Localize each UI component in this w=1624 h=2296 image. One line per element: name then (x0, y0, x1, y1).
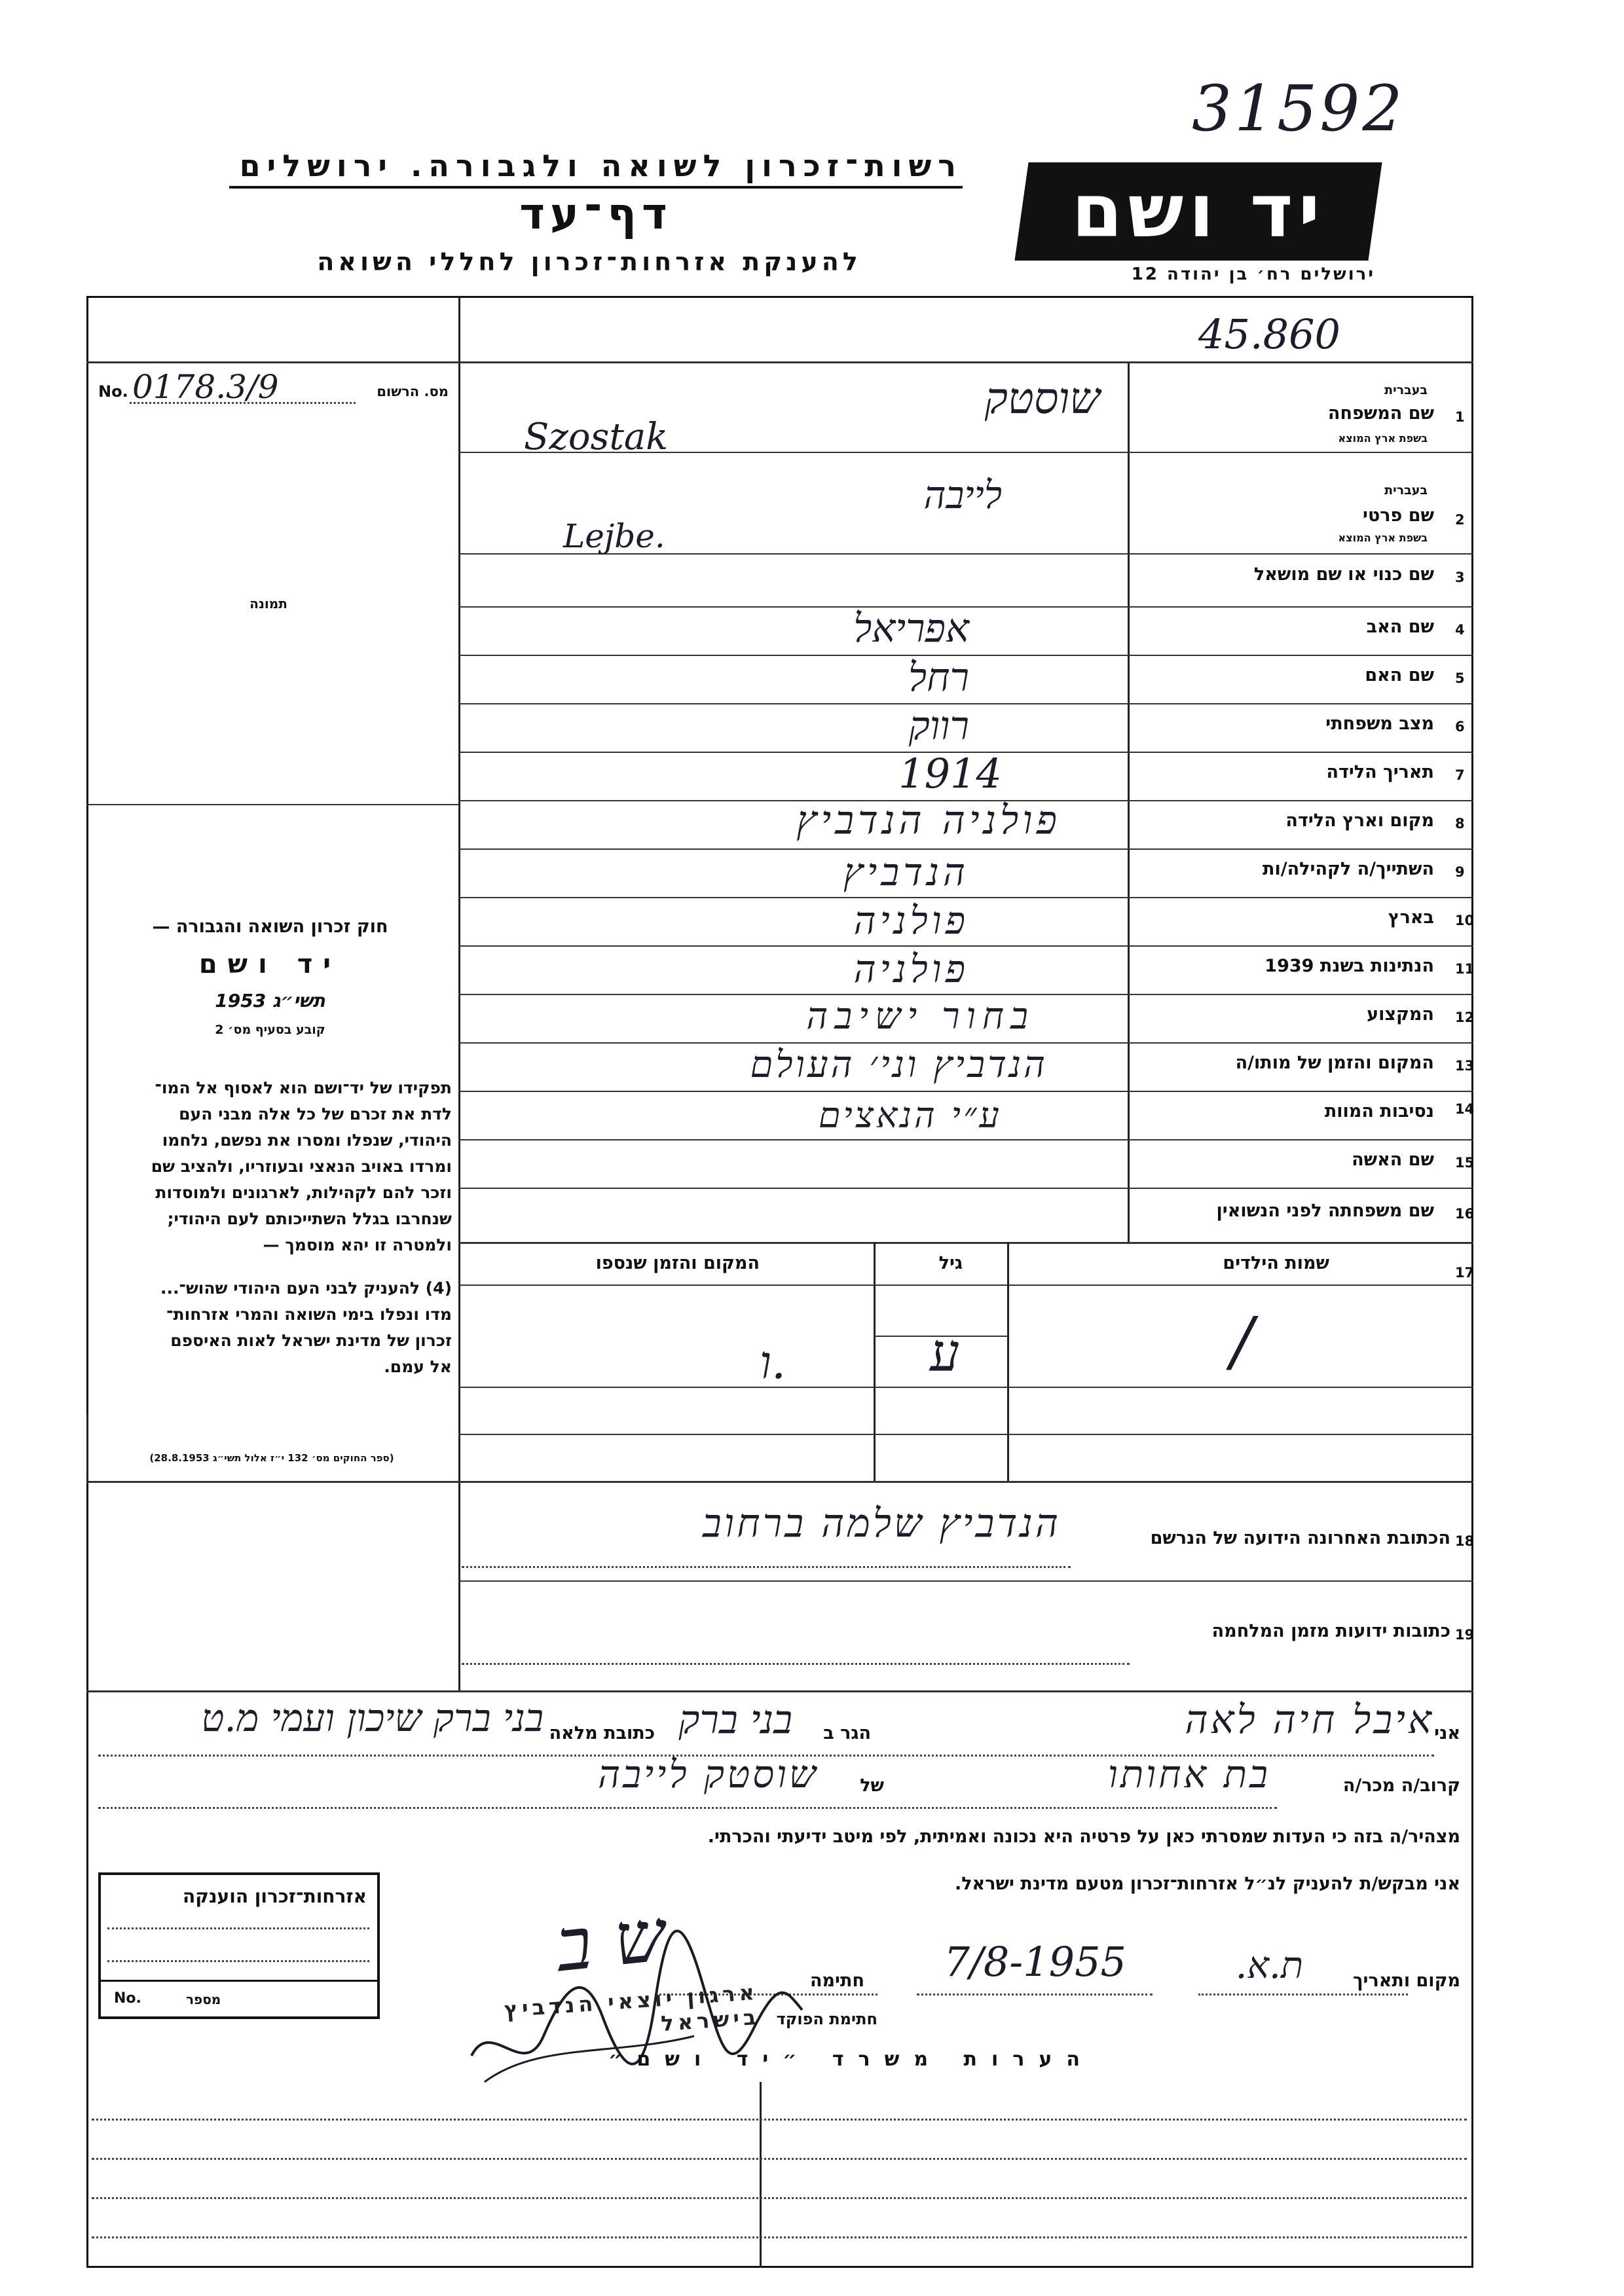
photo-label: תמונה (249, 596, 287, 611)
law-source: (ספר החוקים מס׳ 132 י״ז אלול תשי״ג 28.8.1953) (149, 1452, 394, 1464)
field-label: הכתובת האחרונה הידועה של הנרשם (1150, 1528, 1450, 1548)
field-number: 7 (1455, 767, 1465, 783)
field-number: 12 (1455, 1010, 1475, 1025)
field-number: 1 (1455, 409, 1465, 425)
signature-stroke (471, 1931, 802, 2064)
field-label: המקצוע (1367, 1004, 1434, 1025)
field-label: מקום וארץ הלידה (1285, 811, 1434, 831)
decl-full-address[interactable]: בני ברק שיכון ועמי מ.ט (201, 1696, 544, 1740)
field-value[interactable]: לייבה (923, 473, 1002, 517)
law-line: מדו ונפלו בימי השואה והמרי אזרחות־ (166, 1305, 452, 1324)
field-number: 9 (1455, 864, 1465, 880)
field-number: 6 (1455, 719, 1465, 735)
field-label: המקום והזמן של מותו/ה (1235, 1053, 1434, 1073)
field-number: 15 (1455, 1155, 1475, 1171)
field-value[interactable]: רחל (908, 655, 969, 701)
field-number: 16 (1455, 1206, 1475, 1222)
law-line: וזכר להם לקהילות, לארגונים ולמוסדות (155, 1183, 452, 1202)
col-children-age: גיל (938, 1253, 963, 1273)
field-label: שם המשפחה (1327, 403, 1434, 424)
children-age-mark[interactable]: ע (930, 1322, 960, 1383)
field-number: 14 (1455, 1101, 1475, 1117)
col-children-place: המקום והזמן שנספו (595, 1253, 760, 1273)
date-value[interactable]: 7/8-1955 (944, 1938, 1126, 1986)
reg-no-prefix: No. (98, 382, 128, 401)
field-number: 8 (1455, 816, 1465, 831)
decl-relation[interactable]: בת אחותו (1108, 1752, 1270, 1796)
form-title: דף־עד (519, 189, 673, 239)
field-value[interactable]: שוסטק (984, 373, 1100, 424)
field-number: 5 (1455, 670, 1465, 686)
reg-no-value: 0178.3/9 (132, 368, 279, 406)
law-ref: קובע בסעיף מס׳ 2 (215, 1023, 325, 1037)
field-label: השתייך/ה לקהילה/ות (1263, 859, 1434, 879)
field-number: 3 (1455, 570, 1465, 585)
field-label: הנתינות בשנת 1939 (1264, 956, 1434, 976)
field-number: 19 (1455, 1627, 1475, 1643)
field-value[interactable]: רווק (908, 703, 969, 749)
decl-subject-name[interactable]: שוסטק לייבה (598, 1752, 819, 1796)
field-value[interactable]: הנדביץ (843, 850, 969, 894)
reg-no-label: מס. הרשום (377, 384, 449, 399)
decl-full-address-label: כתובת מלאה (549, 1723, 655, 1743)
field-number: 13 (1455, 1058, 1475, 1074)
declarant-name[interactable]: איבל חיה לאה (1185, 1697, 1434, 1743)
law-line: (4) להעניק לבני העם היהודי שהוש־... (160, 1279, 452, 1298)
decl-of-label: של (860, 1776, 884, 1796)
decl-statement-1: מצהיר/ה בזה כי העדות שמסרתי כאן על פרטיה היא נכונה ואמיתית, לפי מיטב ידיעתי והכרתי. (707, 1827, 1460, 1847)
signature-value[interactable]: ש ב (552, 1893, 670, 1988)
field-sublabel-origin: בשפת ארץ המוצא (1338, 432, 1428, 445)
law-text (98, 1075, 452, 1380)
law-line: זכרון של מדינת ישראל לאות האיספם (170, 1331, 452, 1350)
decl-relative-label: קרוב/ה מכר/ה (1342, 1776, 1460, 1796)
field-value[interactable]: פולניה (853, 898, 969, 943)
field-label: שם האם (1365, 665, 1434, 685)
form-subtitle: להענקת אזרחות־זכרון לחללי השואה (317, 247, 862, 276)
field-label: כתובות ידועות מזמן המלחמה (1211, 1621, 1450, 1641)
signature-label: חתימה (809, 1971, 864, 1991)
children-names-mark[interactable]: / (1231, 1303, 1253, 1379)
children-place-mark[interactable]: ו. (760, 1336, 786, 1389)
law-line: לדת את זכרם של כל אלה מבני העם (179, 1104, 452, 1123)
field-number: 18 (1455, 1533, 1475, 1549)
field-label: שם כנוי או שם מושאל (1253, 564, 1434, 585)
place-date-label: מקום ותאריך (1352, 1971, 1460, 1991)
place-value[interactable]: ת.א. (1235, 1944, 1303, 1987)
law-title: חוק זכרון השואה והגבורה — (152, 917, 388, 937)
field-value[interactable]: הנדביץ שלמה ברחוב (702, 1501, 1061, 1546)
col-children-names: שמות הילדים (1223, 1253, 1329, 1273)
field-value-latin[interactable]: Szostak (524, 416, 669, 458)
field-value[interactable]: 1914 (898, 750, 1002, 797)
field-label: מצב משפחתי (1325, 714, 1434, 734)
field-value[interactable]: פולניה (853, 947, 969, 991)
office-notes-title: הערות משרד ״יד ושם״ (608, 2048, 1094, 2071)
certificate-title: אזרחות־זכרון הוענקה (183, 1886, 367, 1907)
certificate-number-prefix: No. (114, 1990, 141, 2007)
field-label: שם משפחתה לפני הנשואין (1216, 1201, 1434, 1221)
field-sublabel-origin: בשפת ארץ המוצא (1338, 532, 1428, 544)
registration-number (98, 368, 449, 406)
field-number: 4 (1455, 622, 1465, 638)
field-value[interactable]: אפריאל (853, 606, 969, 651)
law-line: אל עמם. (384, 1357, 452, 1376)
field-number: 17 (1455, 1265, 1475, 1281)
authority-title: רשות־זכרון לשואה ולגבורה. ירושלים (229, 148, 963, 189)
law-line: ולמטרה זו יהא מוסמך — (263, 1235, 452, 1254)
field-label: בארץ (1388, 907, 1434, 928)
field-sublabel-hebrew: בעברית (1384, 483, 1428, 498)
decl-resides-label: הגר ב (823, 1723, 871, 1743)
law-line: שנחרבו בגלל השתייכותם לעם היהודי; (167, 1209, 452, 1228)
law-line: היהודי, שנפלו ומסרו את נפשם, נלחמו (162, 1131, 452, 1150)
file-number: 45.860 (1198, 310, 1340, 358)
field-label: שם פרטי (1363, 505, 1434, 526)
field-number: 2 (1455, 512, 1465, 528)
field-value[interactable]: בחור ישיבה (806, 995, 1035, 1038)
field-label: נסיבות המוות (1324, 1101, 1434, 1121)
field-label: תאריך הלידה (1326, 762, 1434, 782)
decl-city[interactable]: בני ברק (678, 1697, 792, 1743)
logo-text: יד ושם (1071, 169, 1325, 254)
field-sublabel-hebrew: בעברית (1384, 383, 1428, 397)
decl-prefix: אני (1434, 1723, 1460, 1743)
field-value[interactable]: ע״י הנאצים (818, 1095, 1002, 1136)
field-value-latin[interactable]: Lejbe. (563, 517, 665, 555)
decl-statement-2: אני מבקש/ת להעניק לנ״ל אזרחות־זכרון מטעם מדינת ישראל. (954, 1874, 1460, 1894)
law-line: ומרדו באויב הנאצי ובעוזריו, ולהציב שם (151, 1157, 452, 1176)
field-number: 11 (1455, 961, 1475, 977)
logo-address: ירושלים רח׳ בן יהודה 12 (1131, 264, 1375, 284)
law-line: תפקידו של יד־ושם הוא לאסוף אל המו־ (155, 1078, 452, 1097)
law-name: יד ושם (198, 949, 342, 979)
officer-signature-label: חתימת הפוקד (776, 2010, 877, 2028)
field-label: שם האשה (1352, 1150, 1434, 1170)
archive-number: 31592 (1192, 72, 1405, 145)
field-value[interactable]: פולניה הנדביץ (796, 797, 1061, 843)
yad-vashem-logo (1014, 162, 1382, 261)
stamp-text: ארגון יוצאי הנדביץ בישראל (503, 1979, 761, 2037)
law-year: תשי״ג 1953 (215, 990, 325, 1011)
certificate-number-label: מספר (186, 1992, 221, 2007)
field-value[interactable]: הנדביץ וני׳ העולם (750, 1044, 1048, 1086)
field-number: 10 (1455, 913, 1475, 928)
certificate-box (98, 1872, 380, 2019)
field-label: שם האב (1366, 617, 1434, 637)
